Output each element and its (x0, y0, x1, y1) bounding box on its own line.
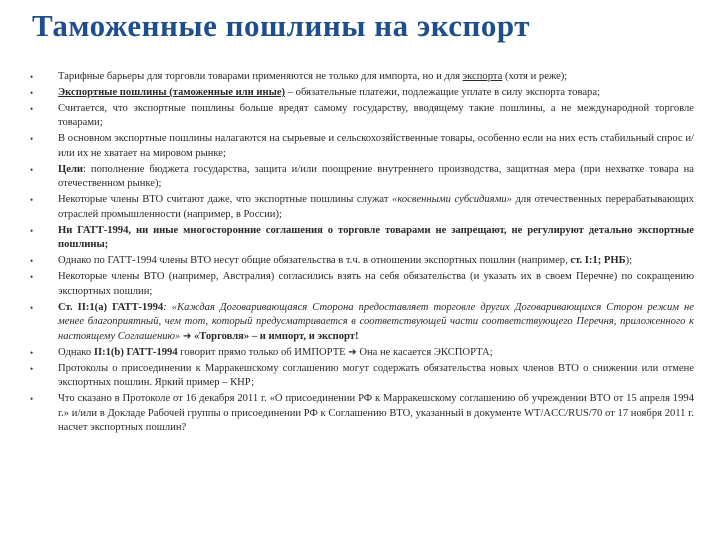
bullet-text-bold: «Торговля» – и импорт, и экспорт! (191, 330, 359, 342)
bullet-text: – обязательные платежи, подлежащие уплате в силу экспорта товара; (285, 86, 600, 98)
bullet-text-bold: Ни ГАТТ-1994, ни иные многосторонние соглашения о торговле товарами не запрещают, не регулируют детально экспортные пошлины; (58, 224, 694, 251)
bullet-item (30, 70, 694, 85)
bullet-text: Что сказано в Протоколе от 16 декабря 2011 г. «О присоединении РФ к Марракешскому соглашению об учреждении ВТО от 15 апреля 1994 г.» и/или в Докладе Рабочей группы о присоединении РФ к Соглашению ВТО, указанный в документе WT/ACC/RUS/70 от 17 ноября 2011 г. насчет экспортных пошлин? (58, 393, 694, 434)
bullet-item (30, 163, 694, 192)
bullet-term: Цели (58, 163, 83, 175)
arrow-right-icon: ➔ (348, 346, 357, 358)
slide-title: Таможенные пошлины на экспорт (32, 8, 530, 43)
bullet-text: ); (625, 255, 633, 267)
bullet-text: : пополнение бюджета государства, защита и/или поощрение внутреннего производства, защитная мера (при нехватке товара на отечественном рынке); (58, 163, 694, 190)
bullet-item (30, 86, 694, 101)
bullet-icon: • (30, 195, 34, 206)
bullet-text-underlined: экспорта (462, 71, 503, 82)
bullet-item (30, 132, 694, 161)
bullet-item (30, 193, 694, 222)
arrow-right-icon: ➔ (182, 330, 192, 342)
bullet-icon: • (30, 72, 34, 82)
bullet-icon: • (30, 363, 34, 374)
bullet-item (30, 224, 694, 253)
bullet-text: Считается, что экспортные пошлины больше вредят самому государству, вводящему такие пошлины, а не международной торговле товарами; (58, 102, 694, 129)
bullet-item (30, 362, 694, 391)
bullet-text: Некоторые члены ВТО считают даже, что экспортные пошлины служат (58, 194, 393, 206)
bullet-text: Однако (58, 346, 94, 358)
bullet-text: Протоколы о присоединении к Марракешскому соглашению могут содержать обязательства новых членов ВТО о снижении или отмене экспортных пошлин. Яркий пример – КНР; (58, 362, 694, 389)
bullet-icon: • (30, 164, 34, 175)
bullet-icon: • (30, 347, 34, 358)
bullet-icon: • (30, 272, 34, 283)
bullet-item (30, 270, 694, 299)
bullet-item (30, 254, 694, 269)
bullet-icon: • (30, 103, 34, 114)
bullet-item (30, 102, 694, 131)
bullet-text-italic: «косвенными субсидиями» (392, 194, 512, 206)
bullet-icon: • (30, 256, 34, 267)
bullet-icon: • (30, 87, 34, 98)
bullet-icon: • (30, 225, 34, 236)
bullet-text: (хотя и реже); (502, 71, 568, 82)
bullet-list (30, 70, 694, 437)
bullet-text: Тарифные барьеры для торговли товарами применяются не только для импорта, но и для (58, 71, 463, 82)
bullet-term: Ст. II:1(a) ГАТТ-1994 (58, 301, 164, 313)
bullet-item (30, 301, 694, 345)
bullet-term: Экспортные пошлины (таможенные или иные) (58, 86, 286, 98)
bullet-icon: • (30, 134, 34, 145)
bullet-text: Она не касается ЭКСПОРТА; (356, 346, 493, 358)
bullet-text-bold: II:1(b) ГАТТ-1994 (93, 346, 178, 358)
bullet-item (30, 392, 694, 436)
bullet-text: Однако по ГАТТ-1994 члены ВТО несут общие обязательства в т.ч. в отношении экспортных пошлин (например, (58, 255, 571, 267)
bullet-text: Некоторые члены ВТО (например, Австралия) согласились взять на себя обязательства (и указать их в своем Перечне) по сокращению экспортных пошлин; (58, 271, 694, 297)
bullet-text: говорит прямо только об ИМПОРТЕ (177, 346, 349, 358)
bullet-icon: • (30, 302, 34, 313)
bullet-item (30, 346, 694, 361)
bullet-quote: : «Каждая Договаривающаяся Сторона предоставляет торговле других Договаривающихся Сторон режим не менее благоприятный, чем тот, который предусматривается в соответствующей части соответствующего Перечня, приложенного к настоящему Соглашению» (58, 301, 695, 342)
bullet-text-bold: ст. I:1; РНБ (570, 255, 626, 267)
bullet-text: для отечественных перерабатывающих отраслей промышленности (например, в России); (58, 194, 694, 220)
bullet-text: В основном экспортные пошлины налагаются на сырьевые и сельскохозяйственные товары, особенно если на них есть стабильный спрос и/или их не хватает на мировом рынке; (58, 133, 694, 159)
bullet-icon: • (30, 394, 34, 405)
